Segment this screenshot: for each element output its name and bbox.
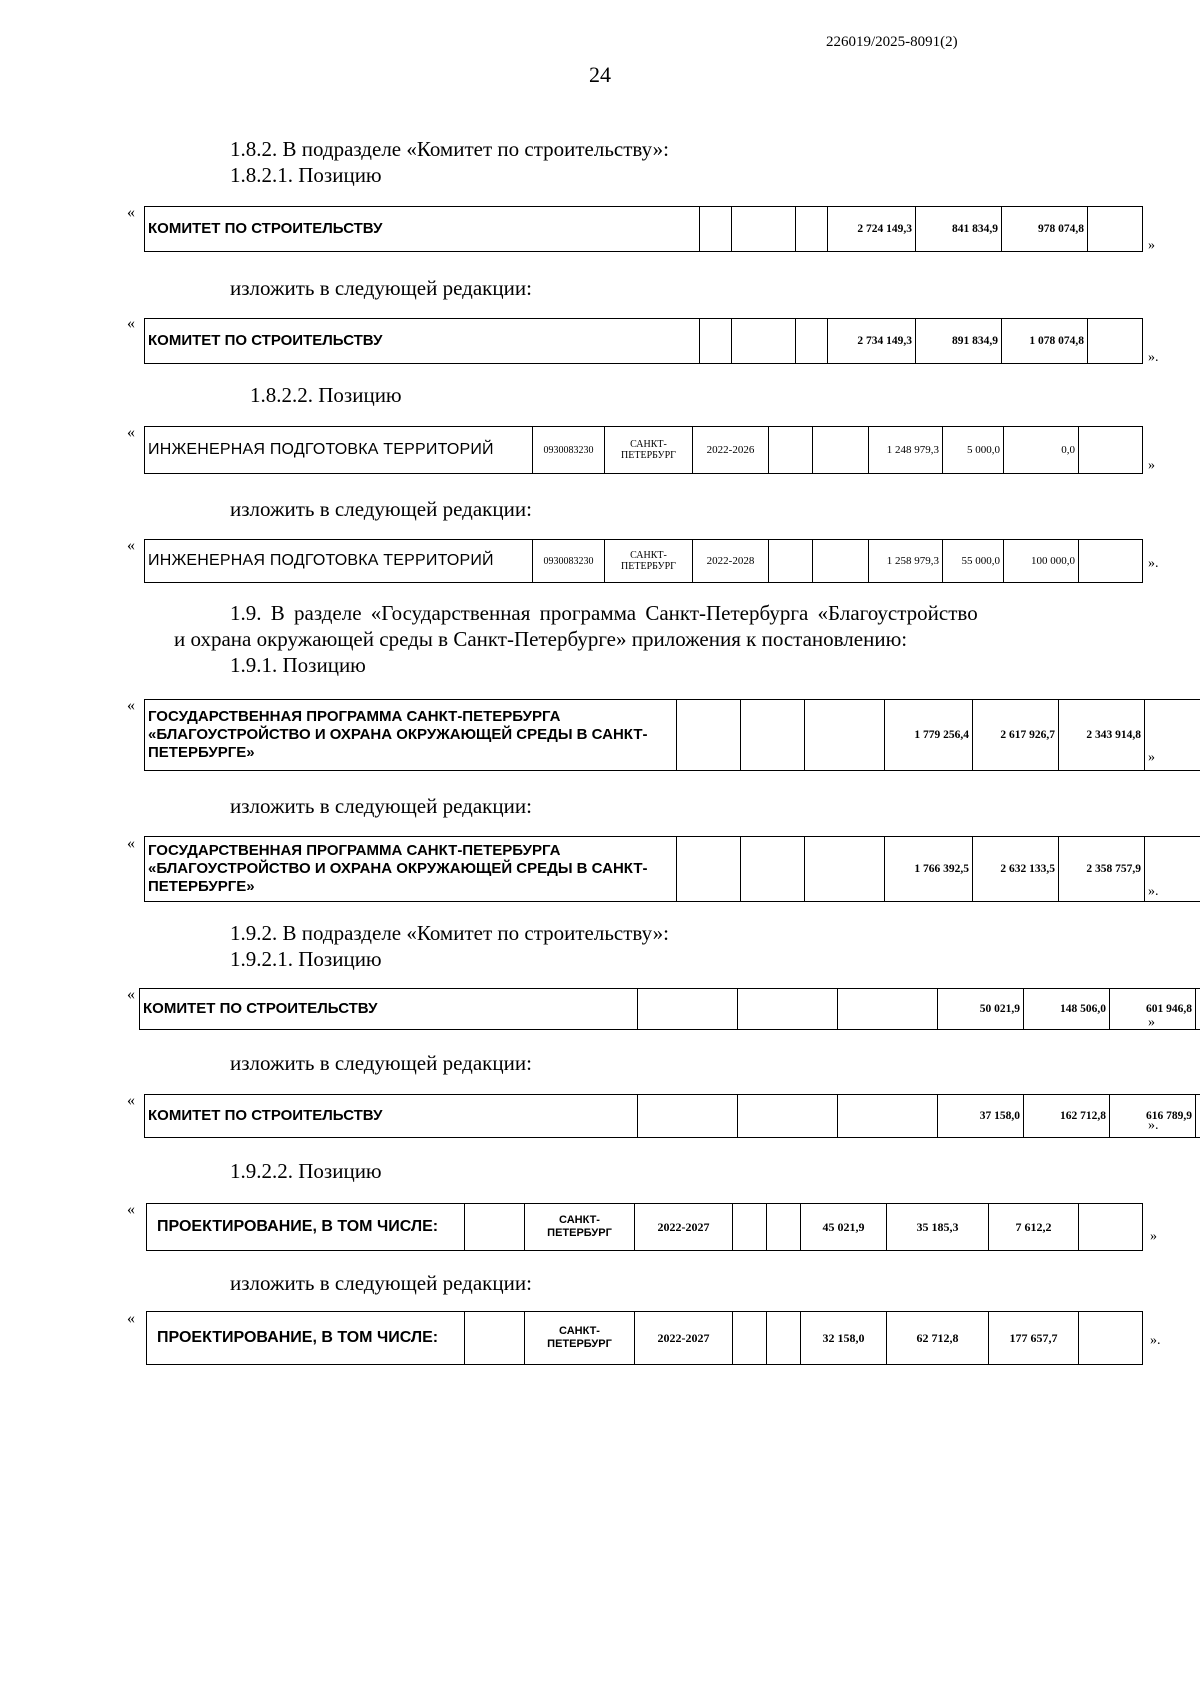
- close-quote: »: [1148, 750, 1155, 765]
- value-year-2: 35 185,3: [887, 1204, 989, 1251]
- value-year-2: 841 834,9: [916, 207, 1002, 252]
- row-name: ИНЖЕНЕРНАЯ ПОДГОТОВКА ТЕРРИТОРИЙ: [145, 540, 533, 583]
- document-number: 226019/2025-8091(2): [826, 34, 958, 50]
- value-year-3: 0,0: [1004, 427, 1079, 474]
- open-quote: «: [127, 204, 135, 221]
- value-year-1: 2 724 149,3: [828, 207, 916, 252]
- open-quote: «: [127, 986, 135, 1003]
- close-quote-dot: ».: [1148, 350, 1159, 365]
- value-year-2: 891 834,9: [916, 319, 1002, 364]
- open-quote: «: [127, 1201, 135, 1218]
- paragraph-new-edition: изложить в следующей редакции:: [230, 794, 532, 818]
- value-year-2: 162 712,8: [1024, 1095, 1110, 1138]
- budget-code: 0930083230: [533, 427, 605, 474]
- close-quote: »: [1148, 458, 1155, 473]
- open-quote: «: [127, 424, 135, 441]
- value-year-3: 978 074,8: [1002, 207, 1088, 252]
- value-year-3: 2 343 914,8: [1059, 700, 1145, 771]
- row-name: КОМИТЕТ ПО СТРОИТЕЛЬСТВУ: [145, 1095, 638, 1138]
- budget-code: 0930083230: [533, 540, 605, 583]
- budget-row-new: [144, 836, 1200, 902]
- paragraph-new-edition: изложить в следующей редакции:: [230, 276, 532, 300]
- close-quote: »: [1148, 1015, 1155, 1030]
- paragraph-1-9-1: 1.9.1. Позицию: [230, 653, 366, 677]
- open-quote: «: [127, 1092, 135, 1109]
- value-year-3: 1 078 074,8: [1002, 319, 1088, 364]
- value-year-3: 177 657,7: [989, 1312, 1079, 1365]
- close-quote: »: [1150, 1229, 1157, 1244]
- value-year-1: 1 258 979,3: [869, 540, 943, 583]
- paragraph-new-edition: изложить в следующей редакции:: [230, 1271, 532, 1295]
- row-name: ГОСУДАРСТВЕННАЯ ПРОГРАММА САНКТ-ПЕТЕРБУРГА «БЛАГОУСТРОЙСТВО И ОХРАНА ОКРУЖАЮЩЕЙ СРЕДЫ В САНКТ-ПЕТЕРБУРГЕ»: [145, 700, 677, 771]
- paragraph-1-9-line-1: 1.9. В разделе «Государственная программа Санкт-Петербурга «Благоустройство: [230, 601, 978, 625]
- row-name: КОМИТЕТ ПО СТРОИТЕЛЬСТВУ: [145, 319, 700, 364]
- open-quote: «: [127, 835, 135, 852]
- paragraph-1-9-2-1: 1.9.2.1. Позицию: [230, 947, 382, 971]
- paragraph-new-edition: изложить в следующей редакции:: [230, 497, 532, 521]
- close-quote-dot: ».: [1148, 556, 1159, 571]
- open-quote: «: [127, 315, 135, 332]
- budget-row-old: [144, 206, 1143, 252]
- value-year-2: 55 000,0: [943, 540, 1004, 583]
- row-name: КОМИТЕТ ПО СТРОИТЕЛЬСТВУ: [140, 989, 638, 1030]
- row-name: ИНЖЕНЕРНАЯ ПОДГОТОВКА ТЕРРИТОРИЙ: [145, 427, 533, 474]
- budget-row-new: [146, 1311, 1143, 1365]
- value-year-3: 7 612,2: [989, 1204, 1079, 1251]
- value-year-1: 50 021,9: [938, 989, 1024, 1030]
- value-year-1: 1 766 392,5: [885, 837, 973, 902]
- years: 2022-2026: [693, 427, 769, 474]
- row-name: ПРОЕКТИРОВАНИЕ, В ТОМ ЧИСЛЕ:: [147, 1312, 465, 1365]
- value-year-2: 2 617 926,7: [973, 700, 1059, 771]
- paragraph-new-edition: изложить в следующей редакции:: [230, 1051, 532, 1075]
- close-quote-dot: ».: [1148, 1118, 1159, 1133]
- row-name: КОМИТЕТ ПО СТРОИТЕЛЬСТВУ: [145, 207, 700, 252]
- years: 2022-2027: [635, 1204, 733, 1251]
- close-quote-dot: ».: [1148, 884, 1159, 899]
- close-quote: »: [1148, 238, 1155, 253]
- value-year-1: 2 734 149,3: [828, 319, 916, 364]
- paragraph-1-9-line-2: и охрана окружающей среды в Санкт-Петербурге» приложения к постановлению:: [174, 627, 908, 651]
- place: САНКТ-ПЕТЕРБУРГ: [605, 540, 693, 583]
- value-year-1: 45 021,9: [801, 1204, 887, 1251]
- paragraph-1-8-2-2: 1.8.2.2. Позицию: [250, 383, 402, 407]
- open-quote: «: [127, 697, 135, 714]
- open-quote: «: [127, 1310, 135, 1327]
- open-quote: «: [127, 537, 135, 554]
- place: САНКТ-ПЕТЕРБУРГ: [525, 1312, 635, 1365]
- value-year-1: 1 248 979,3: [869, 427, 943, 474]
- budget-row-old: [146, 1203, 1143, 1251]
- paragraph-1-8-2: 1.8.2. В подразделе «Комитет по строительству»:: [230, 137, 669, 161]
- value-year-3: 601 946,8: [1110, 989, 1196, 1030]
- value-year-2: 62 712,8: [887, 1312, 989, 1365]
- value-year-3: 100 000,0: [1004, 540, 1079, 583]
- value-year-3: 616 789,9: [1110, 1095, 1196, 1138]
- row-name: ГОСУДАРСТВЕННАЯ ПРОГРАММА САНКТ-ПЕТЕРБУРГА «БЛАГОУСТРОЙСТВО И ОХРАНА ОКРУЖАЮЩЕЙ СРЕДЫ В САНКТ-ПЕТЕРБУРГЕ»: [145, 837, 677, 902]
- budget-row-new: [144, 1094, 1200, 1138]
- paragraph-1-9-2-2: 1.9.2.2. Позицию: [230, 1159, 382, 1183]
- budget-row-new: [144, 539, 1143, 583]
- value-year-1: 37 158,0: [938, 1095, 1024, 1138]
- paragraph-1-8-2-1: 1.8.2.1. Позицию: [230, 163, 382, 187]
- close-quote-dot: ».: [1150, 1333, 1161, 1348]
- row-name: ПРОЕКТИРОВАНИЕ, В ТОМ ЧИСЛЕ:: [147, 1204, 465, 1251]
- paragraph-1-9-2: 1.9.2. В подразделе «Комитет по строительству»:: [230, 921, 669, 945]
- place: САНКТ-ПЕТЕРБУРГ: [605, 427, 693, 474]
- years: 2022-2027: [635, 1312, 733, 1365]
- value-year-2: 2 632 133,5: [973, 837, 1059, 902]
- page-number: 24: [589, 62, 611, 87]
- value-year-2: 148 506,0: [1024, 989, 1110, 1030]
- budget-row-new: [144, 318, 1143, 364]
- place: САНКТ-ПЕТЕРБУРГ: [525, 1204, 635, 1251]
- value-year-2: 5 000,0: [943, 427, 1004, 474]
- value-year-1: 1 779 256,4: [885, 700, 973, 771]
- budget-row-old: [144, 699, 1200, 771]
- budget-row-old: [144, 426, 1143, 474]
- budget-row-old: [139, 988, 1200, 1030]
- value-year-3: 2 358 757,9: [1059, 837, 1145, 902]
- years: 2022-2028: [693, 540, 769, 583]
- value-year-1: 32 158,0: [801, 1312, 887, 1365]
